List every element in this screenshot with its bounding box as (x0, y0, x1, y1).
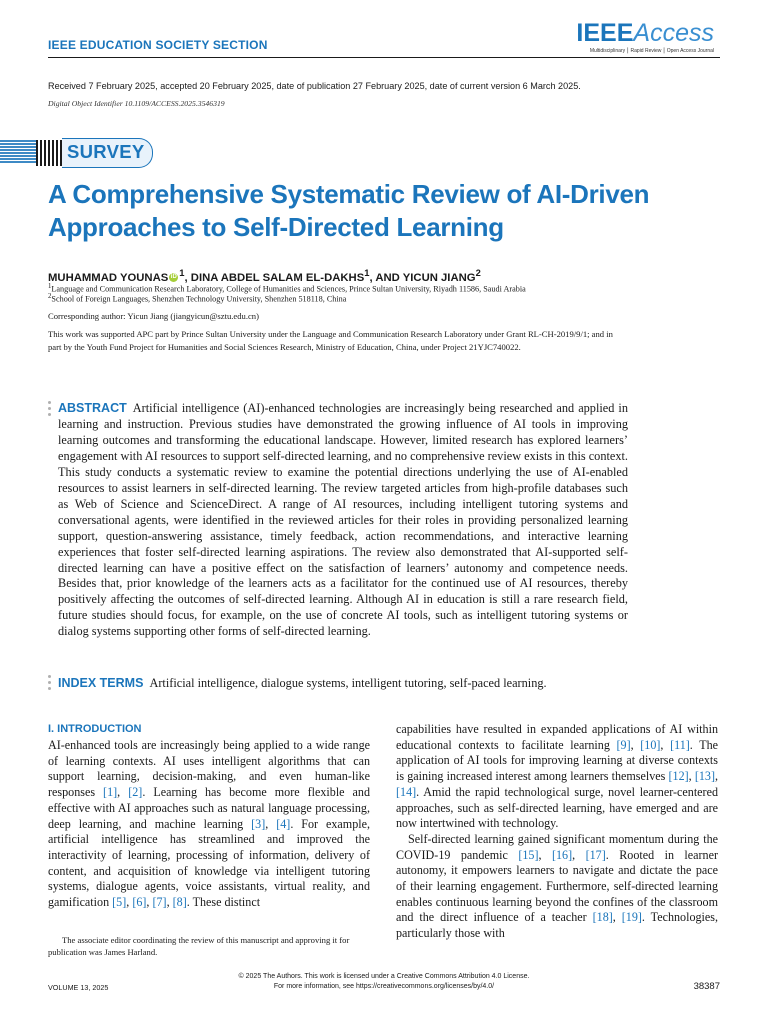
abstract (58, 401, 628, 640)
citation-link[interactable]: [10] (640, 737, 661, 752)
citation-link[interactable]: [16] (551, 847, 573, 862)
author-name: MUHAMMAD YOUNAS (48, 271, 169, 284)
index-terms-text: Artificial intelligence, dialogue systems, intelligent tutoring, self-paced learning. (149, 676, 547, 690)
citation-link[interactable]: [12] (668, 769, 689, 784)
barcode-icon (36, 140, 62, 166)
logo-ieee: IEEE (576, 19, 634, 47)
dots-icon (48, 675, 52, 693)
affiliation-text: School of Foreign Languages, Shenzhen Technology University, Shenzhen 518118, China (51, 294, 347, 304)
publication-dates: Received 7 February 2025, accepted 20 February 2025, date of publication 27 February 2025, date of current version 6 March 2025. (48, 81, 581, 91)
author-name: , AND YICUN JIANG (369, 271, 476, 284)
citation-link[interactable]: [15] (518, 847, 539, 862)
ieee-access-logo (576, 20, 714, 54)
volume-label: VOLUME 13, 2025 (48, 983, 109, 992)
abstract-label: ABSTRACT (58, 401, 127, 415)
abstract-text: Artificial intelligence (AI)-enhanced technologies are increasingly being researched and applied in learning and instruction. Previous studies have demonstrated the growing influence of AI tools in improving learning outcomes and transforming the educational landscape. However, limited research has explored learners’ engagement with AI resources to support self-directed learning, and no comprehensive review exists in this context. This study conducts a systematic review to examine the potential directions underlying the use of AI-enabled resources to assist learners in self-directed learning. The review targeted articles from high-profile databases such as Web of Science and ScienceDirect. A range of AI resources, including intelligent tutoring systems and conversational agents, were identified in the reviewed articles for their roles in providing personalized learning support, question-answering assistance, timely feedback, action recommendations, and interactive learning experiences that foster self-directed learning aspirations. The review also demonstrated that AI-supported self-directed learning can have a positive effect on the satisfaction of learners’ autonomy and competence needs. Besides that, prior knowledge of the learners acts as a facilitator for the continued use of AI resources, thereby positively affecting the outcomes of self-directed learning. Although AI in education is still a rare research field, future studies should focus, for example, on the use of concrete AI tools, such as intelligent tutoring systems or dialog systems supporting other forms of self-directed learning. (58, 401, 628, 639)
citation-link[interactable]: [5] (112, 895, 127, 910)
index-terms-label: INDEX TERMS (58, 676, 144, 690)
section-heading: I. INTRODUCTION (48, 723, 142, 735)
citation-link[interactable]: [18] (592, 910, 613, 925)
citation-link[interactable]: [3] (251, 816, 266, 831)
funding-statement: This work was supported APC part by Prince Sultan University under the Language and Communication Research Laboratory under Grant RL-CH-2019/9/1; and in part by the Youth Fund Project for Humanities and Social Sciences Research, Ministry of Education, China, under Project 21YJC740022. (48, 329, 613, 352)
dots-icon (48, 401, 52, 419)
citation-link[interactable]: [1] (103, 785, 118, 800)
citation-link[interactable]: [2] (128, 785, 143, 800)
author-name: , DINA ABDEL SALAM EL-DAKHS (184, 271, 365, 284)
license-notice (0, 972, 768, 992)
section-label: IEEE EDUCATION SOCIETY SECTION (48, 38, 268, 52)
citation-link[interactable]: [8] (172, 895, 187, 910)
citation-link[interactable]: [14] (396, 784, 417, 799)
orcid-icon[interactable]: iD (170, 273, 177, 280)
header-divider (48, 57, 720, 58)
citation-link[interactable]: [13] (694, 769, 715, 784)
index-terms (58, 676, 547, 691)
author-list (48, 267, 481, 284)
survey-banner (0, 138, 160, 168)
citation-link[interactable]: [17] (585, 847, 606, 862)
author-affil-sup: 2 (475, 267, 481, 278)
license-link[interactable]: For more information, see https://creativecommons.org/licenses/by/4.0/ (273, 983, 495, 990)
citation-link[interactable]: [9] (616, 737, 631, 752)
author-affil-sup: 1 (179, 267, 185, 278)
article-title: A Comprehensive Systematic Review of AI-Driven Approaches to Self-Directed Learning (48, 179, 650, 242)
citation-link[interactable]: [19] (621, 910, 642, 925)
banner-stripes-icon (0, 140, 36, 166)
license-line: © 2025 The Authors. This work is licensed under a Creative Commons Attribution 4.0 License. (238, 973, 530, 980)
affiliation-number: 2 (48, 293, 52, 300)
page-number: 38387 (693, 981, 720, 992)
editor-footnote: The associate editor coordinating the review of this manuscript and approving it for publication was James Harland. (48, 935, 350, 957)
citation-link[interactable]: [4] (276, 816, 291, 831)
logo-access: Access (633, 19, 714, 47)
body-column-right (396, 722, 718, 942)
body-column-left (48, 722, 370, 911)
affiliation-text: Language and Communication Research Laboratory, College of Humanities and Sciences, Prince Sultan University, Riyadh 11586, Saudi Arabia (51, 284, 526, 294)
intro-paragraph-1: AI-enhanced tools are increasingly being applied to a wide range of learning contexts. AI uses intelligent algorithms that can support learning, decision-making, and even human-like responses [1], [2]. Learning has become more flexible and effective with AI approaches such as natural language processing, deep learning, and machine learning [3], [4]. For example, artificial intelligence has streamlined and improved the interactivity of learning, processing of information, delivery of content, and acquisition of knowledge via intelligent tutoring systems, dialogue agents, voice assistants, virtual reality, and gamification [5], [6], [7], [8]. These distinct (48, 738, 371, 910)
citation-link[interactable]: [11] (670, 737, 690, 752)
affiliation-number: 1 (48, 283, 52, 290)
intro-paragraph-3: Self-directed learning gained significant momentum during the COVID-19 pandemic [15], [16], [17]. Rooted in learner autonomy, it empowers learners to navigate and dictate the pace of their learning engagement. Furthermore, self-directed learning enables continuous learning beyond the confines of the classroom and the direct influence of a teacher [18], [19]. Technologies, particularly those with (396, 831, 718, 941)
logo-tagline: Multidisciplinary ⎮ Rapid Review ⎮ Open Access Journal (589, 48, 714, 54)
affiliation (48, 293, 346, 304)
doi[interactable]: Digital Object Identifier 10.1109/ACCESS.2025.3546319 (48, 99, 225, 108)
author-affil-sup: 1 (364, 267, 370, 278)
corresponding-author: Corresponding author: Yicun Jiang (jiangyicun@sztu.edu.cn) (48, 311, 259, 321)
intro-paragraph-2: capabilities have resulted in expanded applications of AI within educational contexts to facilitate learning [9], [10], [11]. The application of AI tools for improving learning at diverse contexts is gaining increased interest among learners themselves [12], [13], [14]. Amid the rapid technological surge, novel learner-centered approaches, such as self-directed learning, have emerged and are now intertwined with technology. (396, 722, 719, 831)
banner-label: SURVEY (67, 141, 145, 162)
citation-link[interactable]: [7] (152, 895, 167, 910)
citation-link[interactable]: [6] (132, 895, 147, 910)
